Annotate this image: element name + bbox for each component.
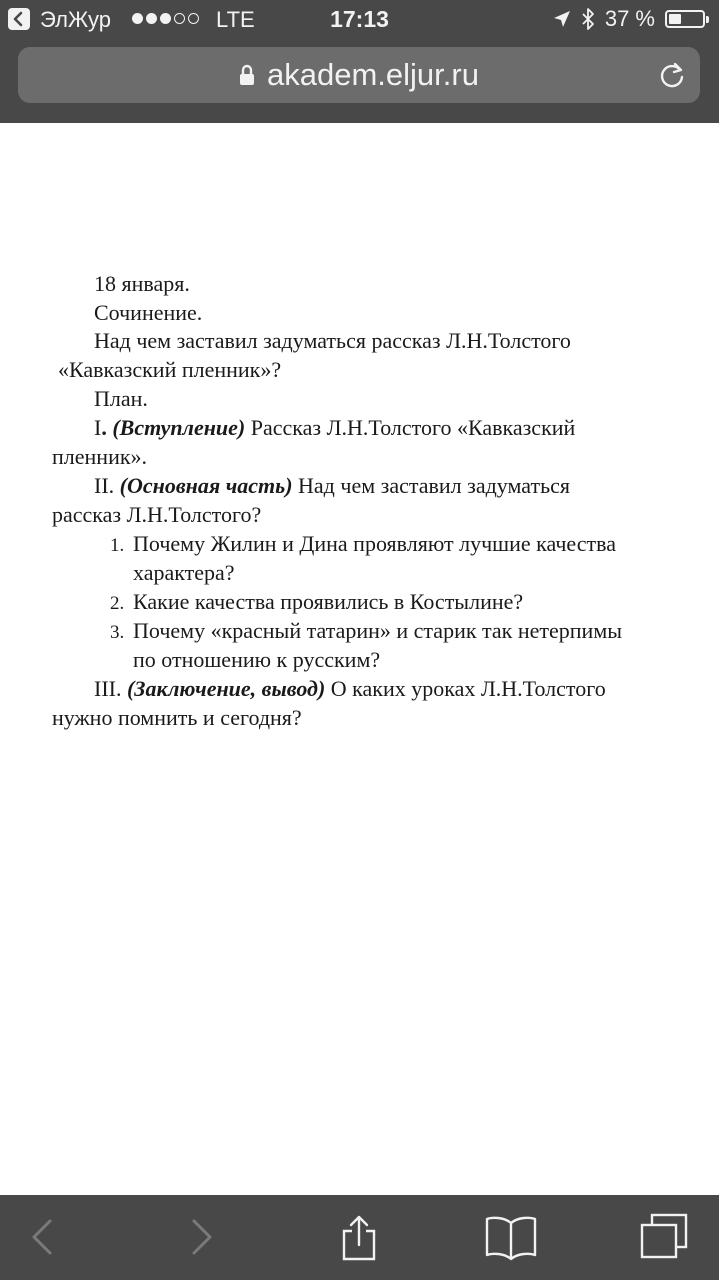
section-2-text: Над чем заставил задуматься	[298, 473, 570, 498]
section-3-numeral: III.	[94, 676, 122, 701]
browser-toolbar	[0, 1195, 719, 1280]
list-item-2-number: 2.	[110, 593, 125, 614]
battery-fill	[669, 14, 681, 24]
topic-line-1: Над чем заставил задуматься рассказ Л.Н.Толстого	[94, 328, 571, 353]
list-item-1-line-1: Почему Жилин и Дина проявляют лучшие качества	[133, 531, 616, 556]
section-1-text: Рассказ Л.Н.Толстого «Кавказский	[250, 415, 576, 440]
section-1-line-1	[94, 413, 575, 442]
tabs-icon[interactable]	[638, 1213, 690, 1261]
section-2-line-2: рассказ Л.Н.Толстого?	[52, 502, 262, 527]
topic-line-2: «Кавказский пленник»?	[58, 357, 282, 382]
list-item-2-line-1: Какие качества проявились в Костылине?	[133, 589, 524, 614]
section-2-numeral: II.	[94, 473, 115, 498]
list-item-3-number: 3.	[110, 622, 125, 643]
forward-icon[interactable]	[186, 1213, 216, 1261]
document-genre: Сочинение.	[94, 300, 203, 325]
document-body	[0, 123, 719, 1195]
bluetooth-icon	[581, 7, 595, 31]
back-icon[interactable]	[26, 1213, 56, 1261]
section-1-numeral: I	[94, 415, 102, 440]
address-bar[interactable]	[18, 47, 700, 103]
bookmarks-icon[interactable]	[484, 1213, 538, 1261]
plan-label: План.	[94, 386, 148, 411]
list-item-1-number: 1.	[110, 535, 125, 556]
share-icon[interactable]	[337, 1213, 381, 1261]
document-date: 18 января.	[94, 271, 190, 296]
battery-percentage: 37 %	[604, 6, 655, 31]
list-item-3-line-2: по отношению к русским?	[133, 647, 381, 672]
location-arrow-icon	[553, 10, 571, 28]
section-3-line-2: нужно помнить и сегодня?	[52, 705, 302, 730]
section-1-dot: .	[101, 415, 107, 440]
section-2-label: (Основная часть)	[119, 473, 293, 498]
network-type: LTE	[216, 7, 255, 32]
browser-chrome	[0, 0, 719, 123]
section-2-line-1	[94, 471, 570, 500]
section-1-label: (Вступление)	[112, 415, 246, 440]
section-3-label: (Заключение, вывод)	[126, 676, 326, 701]
section-3-text: О каких уроках Л.Н.Толстого	[330, 676, 606, 701]
status-bar	[0, 0, 719, 40]
lock-icon	[239, 64, 255, 86]
list-item-3-line-1: Почему «красный татарин» и старик так нетерпимы	[133, 618, 623, 643]
back-to-app-label[interactable]: ЭлЖур	[40, 7, 111, 32]
section-1-line-2: пленник».	[52, 444, 148, 469]
url-text[interactable]: akadem.eljur.ru	[267, 57, 479, 92]
list-item-1-line-2: характера?	[133, 560, 235, 585]
clock: 17:13	[330, 6, 389, 32]
reload-icon[interactable]	[658, 61, 686, 89]
battery-icon	[665, 10, 705, 28]
section-3-line-1	[94, 674, 606, 703]
